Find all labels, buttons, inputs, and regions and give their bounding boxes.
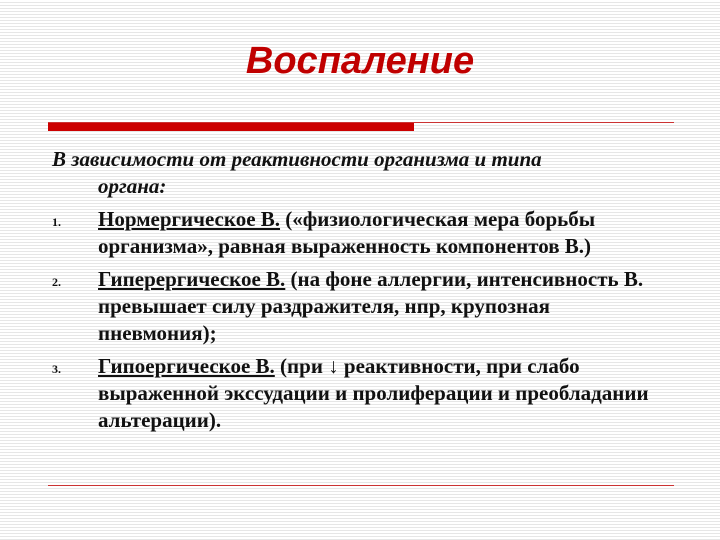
intro-text: [52, 146, 672, 200]
list-text: [98, 206, 672, 260]
list-item: [52, 206, 672, 260]
title-underline-thick: [48, 123, 414, 131]
bottom-rule: [48, 485, 674, 486]
list-term: Гипоергическое В.: [98, 354, 275, 378]
list-number: 3.: [52, 362, 61, 376]
slide-title: Воспаление: [245, 40, 475, 82]
list-text: [98, 353, 672, 434]
list-term: Гиперергическое В.: [98, 267, 286, 291]
list-number: 2.: [52, 275, 61, 289]
list-term: Нормергическое В.: [98, 207, 281, 231]
list-description: («физиологическая мера борьбы организма», равная выраженность компонентов В.): [98, 207, 596, 258]
slide-body: [52, 146, 672, 434]
list-description: (при ↓ реактивности, при слабо выраженной экссудации и пролиферации и преобладании альтерации).: [98, 354, 649, 432]
intro-line-2: органа:: [98, 174, 167, 198]
list-number: 1.: [52, 215, 61, 229]
list-item: [52, 266, 672, 347]
intro-line-1: В зависимости от реактивности организма и типа: [52, 147, 542, 171]
list-item: [52, 353, 672, 434]
list-text: [98, 266, 672, 347]
list-description: (на фоне аллергии, интенсивность В. превышает силу раздражителя, нпр, крупозная пневмония);: [98, 267, 644, 345]
